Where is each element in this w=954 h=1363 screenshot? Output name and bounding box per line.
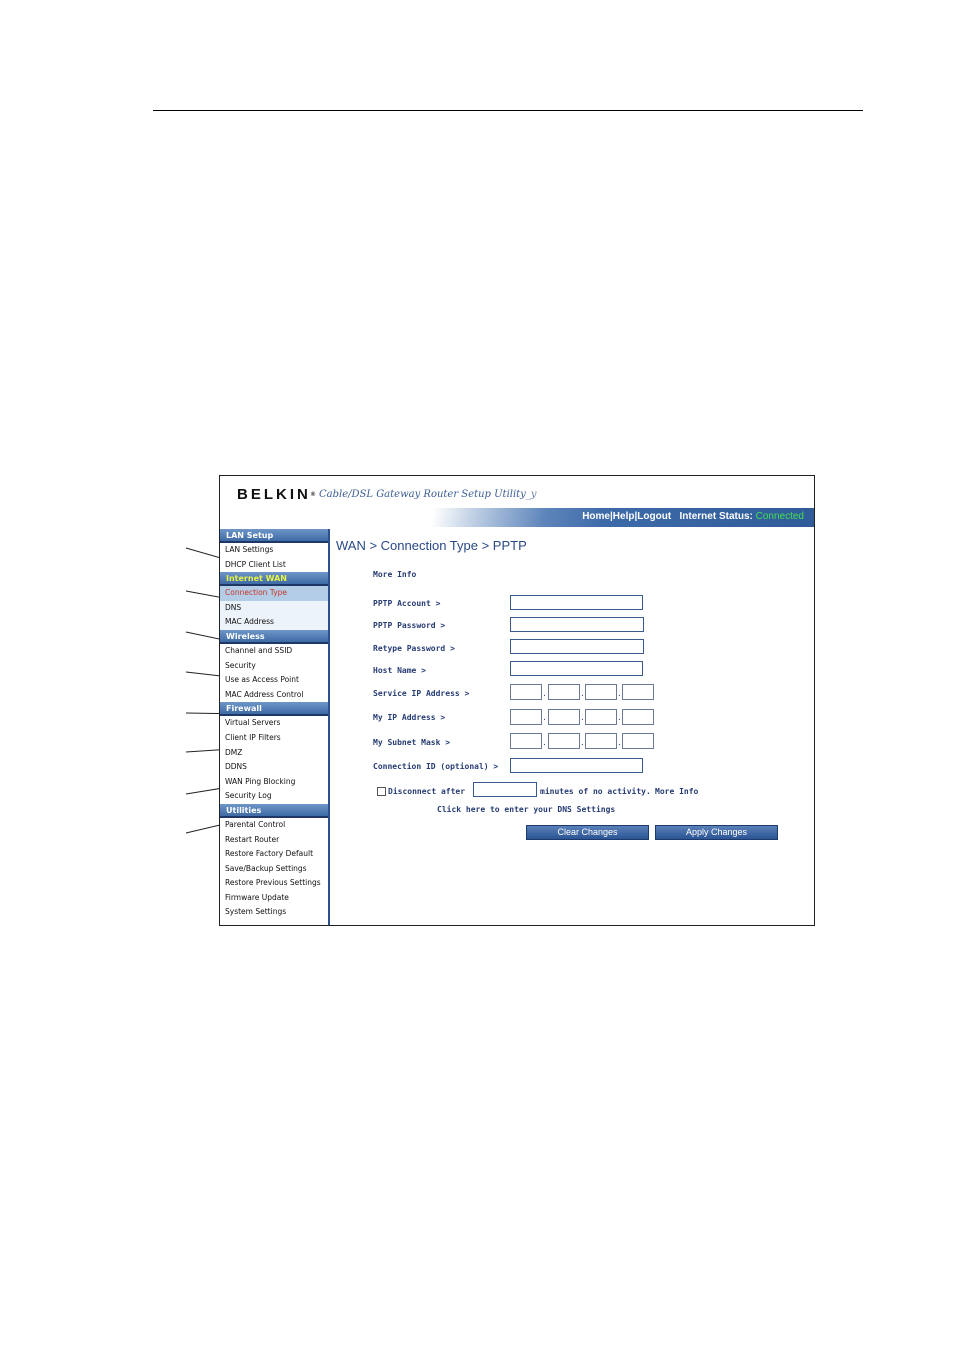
sidebar-section-wireless: Wireless (220, 630, 328, 644)
help-link[interactable]: Help (612, 511, 635, 522)
my-ip-octet-4[interactable] (622, 709, 654, 725)
sidebar-item-dhcp-client-list[interactable]: DHCP Client List (225, 559, 286, 569)
service-ip-octet-1[interactable] (510, 684, 542, 700)
retype-password-input[interactable] (510, 639, 644, 654)
service-ip-octet-2[interactable] (548, 684, 580, 700)
my-ip-octet-3[interactable] (585, 709, 617, 725)
nav-links: Home|Help|Logout Internet Status: Connected (582, 511, 804, 522)
sidebar-item-dns[interactable]: DNS (220, 601, 328, 616)
sidebar-section-internet-wan: Internet WAN (220, 572, 328, 586)
home-link[interactable]: Home (582, 511, 610, 522)
sidebar-section-utilities: Utilities (220, 804, 328, 818)
sidebar-item-lan-settings[interactable]: LAN Settings (225, 545, 274, 554)
retype-password-label: Retype Password > (373, 644, 455, 653)
connection-id-label: Connection ID (optional) > (373, 762, 499, 771)
subnet-mask-octet-1[interactable] (510, 733, 542, 749)
subnet-mask-octet-3[interactable] (585, 733, 617, 749)
disconnect-minutes-input[interactable] (473, 782, 537, 797)
pptp-account-label: PPTP Account > (373, 599, 441, 608)
host-name-input[interactable] (510, 661, 643, 676)
sidebar-item-mac-address[interactable]: MAC Address (220, 615, 328, 630)
sidebar-section-firewall: Firewall (220, 702, 328, 716)
pptp-password-label: PPTP Password > (373, 621, 446, 630)
service-ip-octet-4[interactable] (622, 684, 654, 700)
header (220, 476, 814, 527)
sidebar-item-client-ip-filters[interactable]: Client IP Filters (225, 732, 281, 742)
sidebar-item-wan-ping-blocking[interactable]: WAN Ping Blocking (225, 776, 296, 786)
clear-changes-button[interactable]: Clear Changes (526, 825, 649, 840)
disconnect-prefix-label: Disconnect after (388, 787, 466, 796)
more-info-link[interactable]: More Info (373, 570, 417, 579)
logout-link[interactable]: Logout (637, 511, 672, 522)
main-panel: WAN > Connection Type > PPTP More Info PPTP Account > PPTP Password > Retype Password > Host Name > Service IP Address > . . . My IP Address > . . . My Subnet Mask > . . . Connection ID (optional) > Disconnect after minutes of no activity. More Info Click here to enter your DNS Settings Clear Changes Apply Changes (330, 529, 814, 925)
sidebar-item-ddns[interactable]: DDNS (225, 762, 247, 772)
sidebar-item-save-backup-settings[interactable]: Save/Backup Settings (225, 863, 307, 873)
sidebar-item-mac-address-control[interactable]: MAC Address Control (225, 689, 304, 699)
my-ip-octet-1[interactable] (510, 709, 542, 725)
service-ip-octet-3[interactable] (585, 684, 617, 700)
host-name-label: Host Name > (373, 666, 426, 675)
service-ip-label: Service IP Address > (373, 689, 470, 698)
apply-changes-button[interactable]: Apply Changes (655, 825, 778, 840)
sidebar-item-system-settings[interactable]: System Settings (225, 907, 287, 917)
sidebar-item-firmware-update[interactable]: Firmware Update (225, 892, 289, 902)
my-ip-label: My IP Address > (373, 713, 446, 722)
sidebar-item-channel-and-ssid[interactable]: Channel and SSID (225, 645, 293, 655)
belkin-logo: BELKIN® (237, 486, 316, 503)
sidebar-item-use-as-access-point[interactable]: Use as Access Point (225, 675, 299, 685)
connection-id-input[interactable] (510, 758, 643, 773)
sidebar-item-restart-router[interactable]: Restart Router (225, 834, 280, 844)
subnet-mask-octet-2[interactable] (548, 733, 580, 749)
sidebar-item-connection-type[interactable]: Connection Type (220, 586, 328, 601)
sidebar-item-restore-previous-settings[interactable]: Restore Previous Settings (225, 878, 321, 888)
sidebar-item-parental-control[interactable]: Parental Control (225, 819, 286, 829)
internet-status-value: Connected (755, 511, 804, 522)
sidebar-item-restore-factory-default[interactable]: Restore Factory Default (225, 849, 314, 859)
dns-settings-link[interactable]: Click here to enter your DNS Settings (437, 805, 616, 814)
sidebar-item-security[interactable]: Security (225, 660, 256, 670)
internet-status-label: Internet Status: (679, 511, 753, 522)
disconnect-suffix-label: minutes of no activity. (540, 787, 651, 796)
sidebar-item-virtual-servers[interactable]: Virtual Servers (225, 718, 281, 728)
subnet-mask-octet-4[interactable] (622, 733, 654, 749)
sidebar-item-dmz[interactable]: DMZ (225, 747, 243, 757)
pptp-password-input[interactable] (510, 617, 644, 632)
disconnect-more-info-link[interactable]: More Info (655, 787, 699, 796)
router-screenshot (219, 475, 815, 926)
disconnect-checkbox[interactable] (377, 787, 386, 796)
sidebar (220, 529, 330, 925)
sidebar-section-lan-setup: LAN Setup (220, 529, 328, 543)
subnet-mask-label: My Subnet Mask > (373, 738, 451, 747)
pptp-account-input[interactable] (510, 595, 643, 610)
tagline: Cable/DSL Gateway Router Setup Utility_y (319, 489, 537, 500)
my-ip-octet-2[interactable] (548, 709, 580, 725)
breadcrumb: WAN > Connection Type > PPTP (336, 538, 527, 553)
sidebar-item-security-log[interactable]: Security Log (225, 791, 272, 801)
